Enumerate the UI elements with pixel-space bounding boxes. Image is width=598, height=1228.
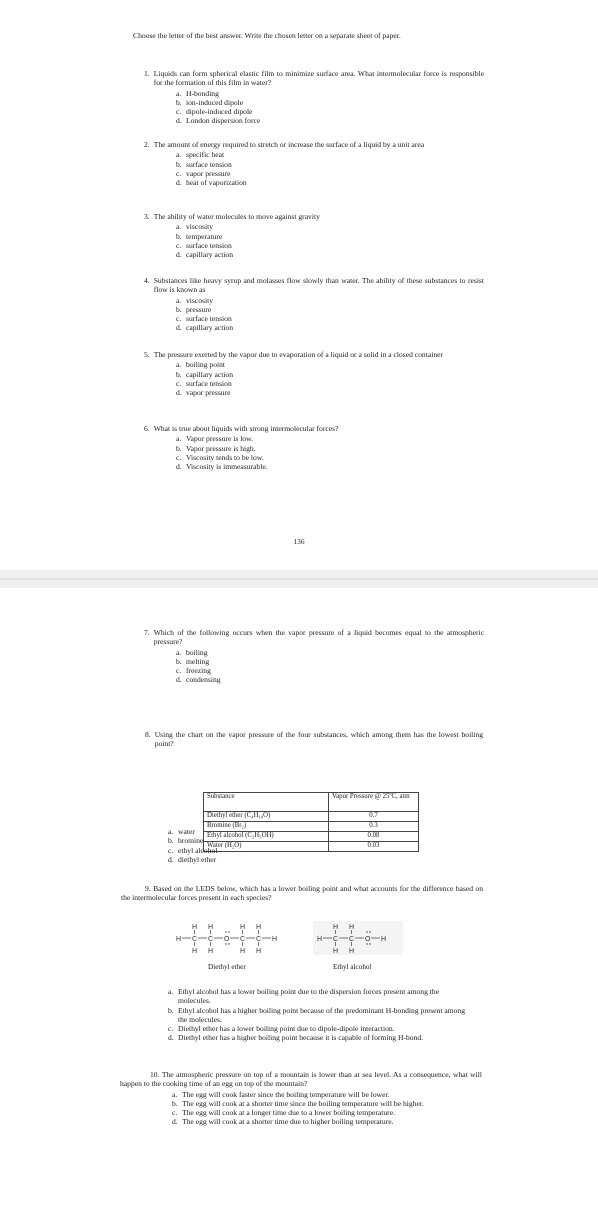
question-number: 7. bbox=[144, 628, 150, 637]
question-stem: The ability of water molecules to move against gravity bbox=[153, 212, 320, 221]
svg-text:H: H bbox=[208, 924, 214, 931]
question-5 bbox=[144, 350, 484, 397]
svg-text:H: H bbox=[349, 924, 355, 931]
table-cell-substance: Ethyl alcohol (C₂H₅OH) bbox=[204, 832, 329, 842]
option-letter: b. bbox=[176, 231, 182, 241]
table-cell-substance: Diethyl ether (C₄H₁₀O) bbox=[204, 812, 329, 822]
question-8 bbox=[121, 730, 483, 749]
option-letter: c. bbox=[176, 107, 182, 116]
option-text: heat of vaporization bbox=[186, 178, 247, 187]
option-text: surface tension bbox=[186, 314, 232, 323]
page-number: 136 bbox=[293, 537, 305, 546]
option-text: specific heat bbox=[186, 150, 225, 160]
svg-text:C: C bbox=[256, 936, 262, 943]
option-text: Ethyl alcohol has a lower boiling point due to the dispersion forces present among the molecules. bbox=[178, 987, 440, 1006]
diethyl-ether-structure bbox=[176, 921, 288, 955]
option-a[interactable] bbox=[176, 360, 484, 369]
svg-text:H: H bbox=[192, 924, 198, 931]
options-list bbox=[168, 987, 468, 1043]
table-cell-substance: Water (H₂O) bbox=[204, 842, 329, 852]
option-b[interactable] bbox=[176, 370, 484, 379]
option-c[interactable] bbox=[176, 169, 484, 178]
options-list bbox=[176, 296, 484, 333]
question-number: 6. bbox=[144, 424, 150, 433]
option-letter: a. bbox=[176, 647, 182, 657]
option-letter: c. bbox=[176, 240, 182, 250]
option-letter: c. bbox=[176, 168, 182, 178]
question-9-options bbox=[168, 986, 468, 1043]
option-a[interactable] bbox=[168, 987, 468, 1006]
option-c[interactable] bbox=[176, 314, 484, 323]
option-letter: b. bbox=[176, 443, 182, 453]
option-b[interactable] bbox=[176, 232, 484, 241]
option-d[interactable] bbox=[176, 388, 484, 397]
option-d[interactable] bbox=[176, 675, 484, 684]
svg-text:H: H bbox=[256, 948, 262, 955]
question-stem: The atmospheric pressure on top of a mountain is lower than at sea level. As a consequence, what will happen to the cooking time of an egg on top of the mountain? bbox=[120, 1070, 482, 1089]
ethyl-alcohol-structure bbox=[313, 921, 403, 955]
svg-text:H: H bbox=[192, 948, 198, 955]
question-stem: What is true about liquids with strong intermolecular forces? bbox=[153, 424, 339, 433]
question-number: 4. bbox=[144, 276, 150, 285]
option-letter: d. bbox=[176, 388, 182, 397]
option-d[interactable] bbox=[176, 323, 484, 332]
page-separator bbox=[0, 570, 598, 588]
option-letter: c. bbox=[168, 1024, 174, 1033]
worksheet-page-1 bbox=[0, 0, 598, 570]
option-letter: c. bbox=[168, 845, 174, 855]
option-letter: b. bbox=[176, 369, 182, 379]
option-text: Vapor pressure is low. bbox=[186, 434, 253, 444]
option-text: vapor pressure bbox=[186, 388, 231, 397]
leds-diethyl-ether bbox=[176, 921, 288, 955]
option-c[interactable] bbox=[168, 1024, 468, 1033]
option-c[interactable] bbox=[172, 1108, 482, 1117]
question-number: 2. bbox=[144, 140, 150, 149]
option-letter: b. bbox=[172, 1098, 178, 1108]
question-2 bbox=[144, 140, 484, 187]
option-text: bromine bbox=[178, 836, 204, 846]
option-letter: c. bbox=[176, 314, 182, 323]
table-cell-value: 0.08 bbox=[329, 832, 419, 842]
svg-text:C: C bbox=[192, 936, 198, 943]
option-text: boiling point bbox=[186, 360, 226, 370]
option-a[interactable] bbox=[168, 827, 368, 836]
option-letter: d. bbox=[176, 116, 182, 126]
option-text: boiling bbox=[186, 647, 208, 657]
option-a[interactable] bbox=[176, 89, 484, 98]
svg-text:H: H bbox=[381, 936, 387, 943]
page-seam bbox=[0, 578, 598, 580]
option-letter: d. bbox=[176, 250, 182, 259]
svg-text:H: H bbox=[317, 936, 323, 943]
svg-text:H: H bbox=[240, 924, 246, 931]
question-1 bbox=[144, 69, 484, 126]
option-text: dipole-induced dipole bbox=[186, 107, 253, 116]
option-letter: c. bbox=[172, 1108, 178, 1117]
option-b[interactable] bbox=[168, 1006, 468, 1025]
option-b[interactable] bbox=[176, 160, 484, 169]
svg-text:H: H bbox=[333, 948, 339, 955]
option-d[interactable] bbox=[176, 250, 484, 259]
option-a[interactable] bbox=[176, 434, 484, 443]
options-list bbox=[176, 89, 484, 126]
question-stem: The amount of energy required to stretch or increase the surface of a liquid by a unit area bbox=[153, 140, 425, 149]
question-stem: The pressure exerted by the vapor due to evaporation of a liquid or a solid in a closed container bbox=[153, 350, 444, 359]
option-letter: b. bbox=[168, 1005, 174, 1015]
label-diethyl-ether: Diethyl ether bbox=[208, 963, 246, 971]
question-number: 5. bbox=[144, 350, 150, 359]
options-list bbox=[176, 222, 484, 259]
option-d[interactable] bbox=[176, 178, 484, 187]
option-text: Viscosity is immeasurable. bbox=[186, 462, 268, 471]
question-stem: Which of the following occurs when the vapor pressure of a liquid becomes equal to the atmospheric pressure? bbox=[153, 628, 484, 647]
option-text: freezing bbox=[186, 666, 211, 675]
option-letter: d. bbox=[176, 178, 182, 187]
question-number: 10. bbox=[150, 1070, 160, 1079]
option-letter: b. bbox=[176, 304, 182, 314]
option-d[interactable] bbox=[176, 462, 484, 471]
options-list bbox=[176, 360, 484, 397]
svg-text:H: H bbox=[333, 924, 339, 931]
option-letter: a. bbox=[168, 827, 174, 836]
question-7 bbox=[144, 628, 484, 685]
question-10-stem-wrap bbox=[120, 1070, 482, 1089]
option-b[interactable] bbox=[176, 657, 484, 666]
option-text: Ethyl alcohol has a higher boiling point because of the predominant H-bonding present among the molecules. bbox=[178, 1005, 466, 1024]
table-cell-value: 0.03 bbox=[329, 842, 419, 852]
option-letter: b. bbox=[168, 836, 174, 846]
option-letter: b. bbox=[176, 656, 182, 666]
option-text: temperature bbox=[186, 231, 223, 241]
leds-ethyl-alcohol bbox=[313, 921, 403, 955]
option-text: The egg will cook at a shorter time due to higher boiling temperature. bbox=[182, 1117, 394, 1127]
svg-text:H: H bbox=[208, 948, 214, 955]
option-letter: d. bbox=[176, 323, 182, 333]
option-letter: b. bbox=[176, 97, 182, 107]
option-letter: b. bbox=[176, 159, 182, 169]
option-text: Diethyl ether has a lower boiling point due to dipole-dipole interaction. bbox=[178, 1024, 395, 1033]
options-list bbox=[172, 1090, 482, 1127]
option-letter: a. bbox=[176, 360, 182, 370]
option-b[interactable] bbox=[176, 444, 484, 453]
worksheet-page-2 bbox=[0, 588, 598, 1228]
option-b[interactable] bbox=[176, 305, 484, 314]
option-letter: a. bbox=[168, 987, 174, 996]
option-letter: d. bbox=[176, 462, 182, 471]
options-list bbox=[176, 434, 484, 471]
option-text: water bbox=[178, 827, 195, 836]
svg-text:O: O bbox=[365, 936, 371, 943]
option-text: diethyl ether bbox=[178, 854, 217, 864]
question-9 bbox=[121, 884, 483, 903]
table-header-substance: Substance bbox=[204, 793, 329, 812]
option-d[interactable] bbox=[176, 116, 484, 125]
option-a[interactable] bbox=[176, 222, 484, 231]
option-d[interactable] bbox=[168, 1033, 468, 1042]
option-c[interactable] bbox=[176, 379, 484, 388]
table-row bbox=[204, 812, 419, 822]
question-10 bbox=[120, 1070, 482, 1127]
option-text: The egg will cook at a longer time due to a lower boiling temperature. bbox=[182, 1108, 395, 1117]
option-text: Viscosity tends to be low. bbox=[186, 452, 264, 462]
question-stem: Substances like heavy syrup and molasses flow slowly than water. The ability of these substances to resist flow is known as bbox=[153, 276, 484, 295]
option-letter: d. bbox=[176, 675, 182, 685]
table-header-row bbox=[204, 793, 419, 812]
question-number: 1. bbox=[144, 69, 150, 78]
option-text: capillary action bbox=[186, 323, 234, 333]
table-cell-substance: Bromine (Br₂) bbox=[204, 822, 329, 832]
option-text: condensing bbox=[186, 675, 221, 685]
table-cell-value: 0.3 bbox=[329, 822, 419, 832]
option-letter: c. bbox=[176, 378, 182, 388]
option-letter: d. bbox=[168, 1033, 174, 1043]
option-a[interactable] bbox=[176, 296, 484, 305]
svg-text:C: C bbox=[349, 936, 355, 943]
question-number: 9. bbox=[145, 884, 151, 893]
svg-text:O: O bbox=[224, 936, 230, 943]
option-c[interactable] bbox=[176, 453, 484, 462]
option-text: H-bonding bbox=[186, 88, 219, 98]
option-letter: a. bbox=[172, 1089, 178, 1099]
option-letter: d. bbox=[172, 1117, 178, 1127]
option-c[interactable] bbox=[176, 241, 484, 250]
question-stem: Using the chart on the vapor pressure of the four substances, which among them has the lowest boiling point? bbox=[154, 730, 483, 749]
options-list bbox=[176, 648, 484, 685]
options-list bbox=[176, 150, 484, 187]
option-text: viscosity bbox=[186, 222, 214, 232]
option-text: London dispersion force bbox=[186, 116, 261, 126]
table-header-vapor-pressure: Vapor Pressure @ 25ºC, atm bbox=[329, 793, 419, 812]
option-text: Vapor pressure is high. bbox=[186, 443, 256, 453]
option-letter: a. bbox=[176, 150, 182, 160]
option-c[interactable] bbox=[176, 107, 484, 116]
option-text: The egg will cook faster since the boiling temperature will be lower. bbox=[182, 1089, 390, 1099]
option-text: pressure bbox=[186, 304, 212, 314]
svg-text:C: C bbox=[208, 936, 214, 943]
question-8-options bbox=[168, 826, 368, 864]
option-letter: a. bbox=[176, 434, 182, 444]
question-stem: Based on the LEDS below, which has a lower boiling point and what accounts for the difference based on the intermolecular forces present in each species? bbox=[121, 884, 483, 903]
label-ethyl-alcohol: Ethyl alcohol bbox=[333, 963, 372, 971]
option-b[interactable] bbox=[168, 836, 368, 845]
option-letter: a. bbox=[176, 222, 182, 232]
question-3 bbox=[144, 212, 484, 259]
option-letter: d. bbox=[168, 854, 174, 864]
option-a[interactable] bbox=[176, 150, 484, 159]
option-letter: a. bbox=[176, 88, 182, 98]
option-d[interactable] bbox=[168, 855, 368, 864]
svg-text:H: H bbox=[256, 924, 262, 931]
option-a[interactable] bbox=[172, 1090, 482, 1099]
question-number: 8. bbox=[145, 730, 151, 739]
option-b[interactable] bbox=[172, 1099, 482, 1108]
option-c[interactable] bbox=[168, 846, 368, 855]
option-c[interactable] bbox=[176, 666, 484, 675]
svg-text:C: C bbox=[333, 936, 339, 943]
svg-text:H: H bbox=[349, 948, 355, 955]
question-6 bbox=[144, 424, 484, 471]
svg-text:H: H bbox=[240, 948, 246, 955]
option-text: The egg will cook at a shorter time since the boiling temperature will be higher. bbox=[182, 1098, 424, 1108]
option-text: Diethyl ether has a higher boiling point because it is capable of forming H-bond. bbox=[178, 1033, 424, 1043]
svg-text:H: H bbox=[272, 936, 278, 943]
option-letter: a. bbox=[176, 295, 182, 305]
option-text: viscosity bbox=[186, 295, 214, 305]
question-4 bbox=[144, 276, 484, 333]
option-b[interactable] bbox=[176, 98, 484, 107]
question-stem: Liquids can form spherical elastic film to minimize surface area. What intermolecular force is responsible for the formation of this film in water? bbox=[153, 69, 484, 88]
instructions: Choose the letter of the best answer. Write the chosen letter on a separate sheet of paper. bbox=[133, 31, 401, 40]
option-text: surface tension bbox=[186, 378, 232, 388]
svg-text:C: C bbox=[240, 936, 246, 943]
options-list bbox=[168, 827, 368, 864]
table-cell-value: 0.7 bbox=[329, 812, 419, 822]
option-a[interactable] bbox=[176, 648, 484, 657]
option-text: capillary action bbox=[186, 250, 234, 259]
option-letter: c. bbox=[176, 666, 182, 675]
svg-text:H: H bbox=[176, 936, 182, 943]
question-9-stem-wrap bbox=[121, 884, 483, 903]
option-text: vapor pressure bbox=[186, 168, 231, 178]
question-number: 3. bbox=[144, 212, 150, 221]
option-text: surface tension bbox=[186, 159, 232, 169]
option-text: capillary action bbox=[186, 369, 234, 379]
option-text: surface tension bbox=[186, 240, 232, 250]
option-d[interactable] bbox=[172, 1117, 482, 1126]
option-text: ethyl alcohol bbox=[178, 845, 218, 855]
option-letter: c. bbox=[176, 452, 182, 462]
option-text: ion-induced dipole bbox=[186, 97, 244, 107]
option-text: melting bbox=[186, 656, 210, 666]
